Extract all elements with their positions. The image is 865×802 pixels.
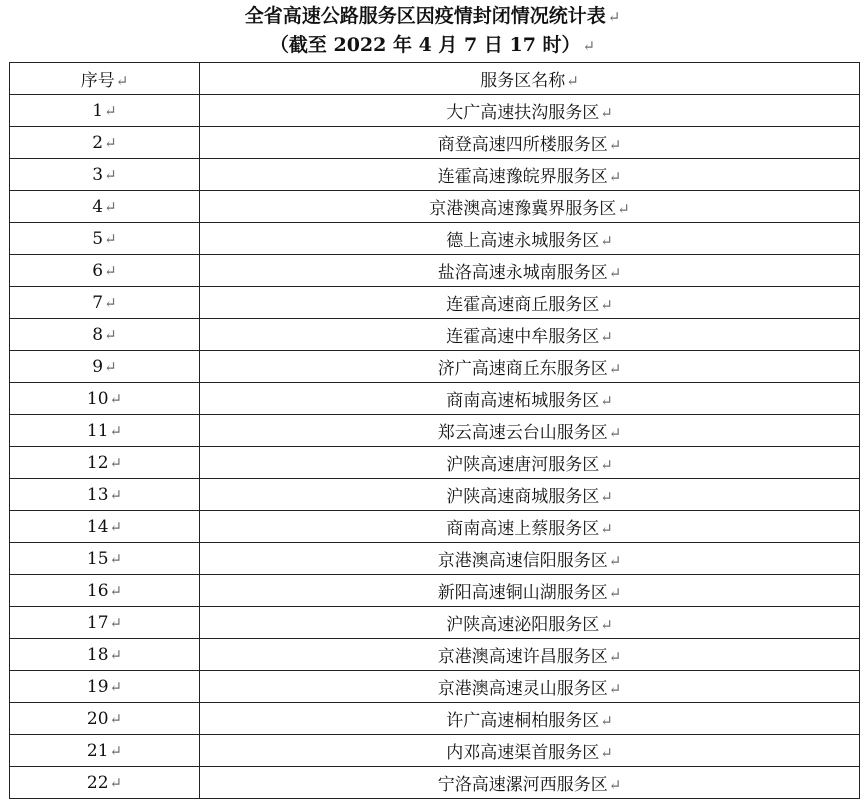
paragraph-mark-icon: ↵ [600,456,613,474]
service-area-name-text: 内邓高速渠首服务区 [446,743,600,763]
header-name [200,63,860,95]
cell-service-area-name [200,543,860,575]
table-row [10,127,860,159]
service-area-name-text: 宁洛高速漯河西服务区 [437,775,608,795]
cell-service-area-name [200,447,860,479]
paragraph-mark-icon: ↵ [109,677,123,696]
service-area-name-text: 商南高速上蔡服务区 [446,519,600,539]
table-row [10,223,860,255]
title-text: 全省高速公路服务区因疫情封闭情况统计表 [244,5,606,27]
cell-serial-number [10,703,200,735]
cell-serial-number [10,767,200,799]
serial-number-text: 17 [86,612,109,633]
paragraph-mark-icon: ↵ [109,645,123,664]
table-body [10,95,860,799]
serial-number-text: 11 [86,420,109,441]
table-row [10,255,860,287]
cell-serial-number [10,95,200,127]
paragraph-mark-icon: ↵ [608,264,622,282]
cell-service-area-name [200,127,860,159]
cell-serial-number [10,191,200,223]
cell-serial-number [10,351,200,383]
serial-number-text: 4 [92,196,104,217]
cell-service-area-name [200,415,860,447]
paragraph-mark-icon: ↵ [608,136,622,154]
paragraph-mark-icon: ↵ [104,133,117,152]
paragraph-mark-icon: ↵ [109,773,123,792]
cell-serial-number [10,511,200,543]
paragraph-mark-icon: ↵ [104,165,117,184]
paragraph-mark-icon: ↵ [104,197,117,216]
cell-service-area-name [200,383,860,415]
serial-number-text: 3 [92,164,104,185]
document-title [0,4,865,29]
serial-number-text: 5 [92,228,104,249]
paragraph-mark-icon: ↵ [600,488,613,506]
serial-number-text: 7 [92,292,104,313]
header-no-label: 序号 [80,71,115,91]
document-subtitle [0,33,865,58]
serial-number-text: 20 [86,708,109,729]
paragraph-mark-icon: ↵ [600,520,613,538]
service-area-name-text: 沪陕高速商城服务区 [446,487,600,507]
serial-number-text: 1 [92,100,104,121]
paragraph-mark-icon: ↵ [104,101,117,120]
cell-service-area-name [200,735,860,767]
paragraph-mark-icon: ↵ [608,680,622,698]
paragraph-mark-icon: ↵ [109,741,123,760]
serial-number-text: 21 [86,740,109,761]
table-row [10,639,860,671]
table-row [10,543,860,575]
cell-service-area-name [200,479,860,511]
cell-serial-number [10,223,200,255]
table-row [10,735,860,767]
serial-number-text: 8 [92,324,104,345]
table-row [10,191,860,223]
serial-number-text: 10 [86,388,109,409]
paragraph-mark-icon: ↵ [566,72,579,90]
cell-serial-number [10,319,200,351]
service-area-name-text: 连霍高速商丘服务区 [446,295,600,315]
cell-service-area-name [200,319,860,351]
header-name-label: 服务区名称 [480,71,566,91]
service-area-name-text: 京港澳高速豫冀界服务区 [429,199,617,219]
cell-serial-number [10,383,200,415]
paragraph-mark-icon: ↵ [109,517,123,536]
cell-serial-number [10,255,200,287]
closure-table [9,62,860,799]
paragraph-mark-icon: ↵ [600,328,613,346]
header-no [10,63,200,95]
paragraph-mark-icon: ↵ [109,549,123,568]
table-row [10,159,860,191]
serial-number-text: 14 [86,516,109,537]
serial-number-text: 18 [86,644,109,665]
serial-number-text: 9 [92,356,104,377]
paragraph-mark-icon: ↵ [109,453,123,472]
table-row [10,703,860,735]
cell-service-area-name [200,255,860,287]
paragraph-mark-icon: ↵ [109,485,123,504]
table-row [10,511,860,543]
table-row [10,767,860,799]
table-row [10,447,860,479]
table-row [10,479,860,511]
table-row [10,287,860,319]
table-header-row [10,63,860,95]
table-row [10,415,860,447]
service-area-name-text: 连霍高速中牟服务区 [446,327,600,347]
cell-service-area-name [200,159,860,191]
cell-service-area-name [200,351,860,383]
service-area-name-text: 京港澳高速灵山服务区 [437,679,608,699]
service-area-name-text: 商南高速柘城服务区 [446,391,600,411]
paragraph-mark-icon: ↵ [104,325,117,344]
cell-service-area-name [200,511,860,543]
paragraph-mark-icon: ↵ [115,72,129,90]
service-area-name-text: 京港澳高速许昌服务区 [437,647,608,667]
serial-number-text: 6 [92,260,104,281]
cell-serial-number [10,671,200,703]
paragraph-mark-icon: ↵ [608,776,622,794]
paragraph-mark-icon: ↵ [608,552,622,570]
serial-number-text: 19 [86,676,109,697]
table-row [10,575,860,607]
paragraph-mark-icon: ↵ [600,616,613,634]
service-area-name-text: 新阳高速铜山湖服务区 [437,583,608,603]
table-row [10,671,860,703]
paragraph-mark-icon: ↵ [600,296,613,314]
service-area-name-text: 盐洛高速永城南服务区 [437,263,608,283]
serial-number-text: 22 [86,772,109,793]
paragraph-mark-icon: ↵ [109,709,123,728]
cell-service-area-name [200,95,860,127]
service-area-name-text: 京港澳高速信阳服务区 [437,551,608,571]
cell-service-area-name [200,671,860,703]
service-area-name-text: 沪陕高速唐河服务区 [446,455,600,475]
paragraph-mark-icon: ↵ [600,232,613,250]
cell-service-area-name [200,767,860,799]
paragraph-mark-icon: ↵ [109,389,123,408]
cell-serial-number [10,639,200,671]
cell-serial-number [10,127,200,159]
paragraph-mark-icon: ↵ [617,200,630,218]
service-area-name-text: 德上高速永城服务区 [446,231,600,251]
service-area-name-text: 郑云高速云台山服务区 [437,423,608,443]
cell-service-area-name [200,287,860,319]
paragraph-mark-icon: ↵ [104,357,117,376]
paragraph-mark-icon: ↵ [109,581,123,600]
subtitle-text: （截至 2022 年 4 月 7 日 17 时） [269,34,581,56]
table-row [10,607,860,639]
serial-number-text: 12 [86,452,109,473]
service-area-name-text: 连霍高速豫皖界服务区 [437,167,608,187]
cell-serial-number [10,607,200,639]
table-row [10,319,860,351]
cell-service-area-name [200,639,860,671]
cell-serial-number [10,287,200,319]
paragraph-mark-icon: ↵ [600,104,613,122]
service-area-name-text: 沪陕高速泌阳服务区 [446,615,600,635]
cell-serial-number [10,479,200,511]
cell-service-area-name [200,607,860,639]
paragraph-mark-icon: ↵ [104,229,117,248]
paragraph-mark-icon: ↵ [109,421,123,440]
serial-number-text: 2 [92,132,104,153]
table-row [10,383,860,415]
table-row [10,351,860,383]
paragraph-mark-icon: ↵ [582,37,596,55]
service-area-name-text: 许广高速桐柏服务区 [446,711,600,731]
paragraph-mark-icon: ↵ [608,424,622,442]
cell-service-area-name [200,703,860,735]
cell-serial-number [10,543,200,575]
service-area-name-text: 大广高速扶沟服务区 [446,103,600,123]
paragraph-mark-icon: ↵ [104,261,117,280]
cell-service-area-name [200,223,860,255]
paragraph-mark-icon: ↵ [600,392,613,410]
service-area-name-text: 济广高速商丘东服务区 [437,359,608,379]
cell-service-area-name [200,575,860,607]
cell-serial-number [10,447,200,479]
paragraph-mark-icon: ↵ [608,360,622,378]
paragraph-mark-icon: ↵ [600,712,613,730]
paragraph-mark-icon: ↵ [600,744,613,762]
cell-serial-number [10,159,200,191]
paragraph-mark-icon: ↵ [608,168,622,186]
cell-service-area-name [200,191,860,223]
serial-number-text: 13 [86,484,109,505]
table-row [10,95,860,127]
cell-serial-number [10,415,200,447]
paragraph-mark-icon: ↵ [109,613,123,632]
paragraph-mark-icon: ↵ [608,584,622,602]
service-area-name-text: 商登高速四所楼服务区 [437,135,608,155]
serial-number-text: 16 [86,580,109,601]
serial-number-text: 15 [86,548,109,569]
cell-serial-number [10,735,200,767]
cell-serial-number [10,575,200,607]
paragraph-mark-icon: ↵ [607,8,621,26]
paragraph-mark-icon: ↵ [104,293,117,312]
paragraph-mark-icon: ↵ [608,648,622,666]
